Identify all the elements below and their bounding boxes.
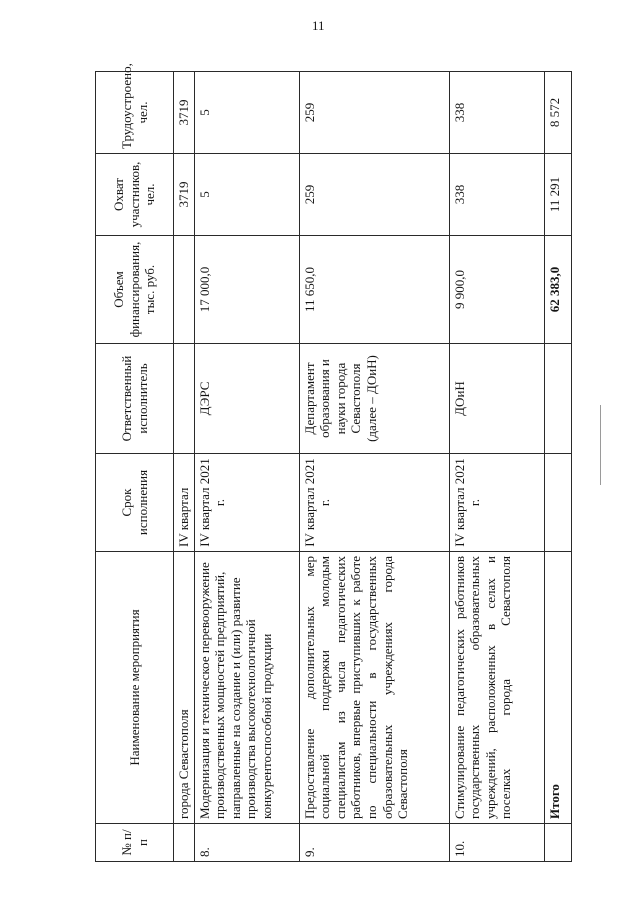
header-num: № п/п <box>96 824 174 862</box>
cell-responsible <box>174 344 195 454</box>
total-funding: 62 383,0 <box>544 236 571 344</box>
header-coverage: Охват участников, чел. <box>96 154 174 236</box>
cell-num <box>174 824 195 862</box>
continuation-row <box>174 72 195 862</box>
total-responsible-cell <box>544 344 571 454</box>
cell-num: 9. <box>299 824 449 862</box>
cell-funding: 9 900,0 <box>449 236 544 344</box>
cell-employed: 3719 <box>174 72 195 154</box>
total-employed: 8 572 <box>544 72 571 154</box>
cell-num: 10. <box>449 824 544 862</box>
scan-line-mark <box>600 405 601 485</box>
cell-employed: 259 <box>299 72 449 154</box>
rotated-table-container <box>95 63 570 862</box>
table-row <box>449 72 544 862</box>
cell-coverage: 259 <box>299 154 449 236</box>
cell-responsible: ДОиН <box>449 344 544 454</box>
total-label: Итого <box>544 552 571 824</box>
cell-employed: 5 <box>194 72 299 154</box>
cell-funding <box>174 236 195 344</box>
cell-name: Стимулирование педагогических работников государственных образовательных учреждений, расположенных в селах и поселках города Севастополя <box>449 552 544 824</box>
cell-funding: 11 650,0 <box>299 236 449 344</box>
cell-term: IV квартал 2021 г. <box>299 454 449 552</box>
cell-responsible: Департамент образования и науки города Севастополя (далее – ДОиН) <box>299 344 449 454</box>
table-row <box>299 72 449 862</box>
total-num-cell <box>544 824 571 862</box>
total-coverage: 11 291 <box>544 154 571 236</box>
header-row <box>96 72 174 862</box>
cell-responsible: ДЭРС <box>194 344 299 454</box>
cell-num: 8. <box>194 824 299 862</box>
cell-term: IV квартал <box>174 454 195 552</box>
header-funding: Объем финансирования, тыс. руб. <box>96 236 174 344</box>
header-employed: Трудоустроено, чел. <box>96 72 174 154</box>
total-row <box>544 72 571 862</box>
cell-name: Предоставление дополнительных мер социальной поддержки молодым специалистам из числа педагогических работников, впервые приступивших к работе по специальности в государственных образовательных учреждениях города Севастополя <box>299 552 449 824</box>
cell-term: IV квартал 2021 г. <box>449 454 544 552</box>
cell-name: города Севастополя <box>174 552 195 824</box>
header-name: Наименование мероприятия <box>96 552 174 824</box>
total-term-cell <box>544 454 571 552</box>
cell-coverage: 5 <box>194 154 299 236</box>
cell-employed: 338 <box>449 72 544 154</box>
cell-name: Модернизация и техническое перевооружение производственных мощностей предприятий, направленные на создание и (или) развитие производства высокотехнологичной конкурентоспособной продукции <box>194 552 299 824</box>
header-responsible: Ответственный исполнитель <box>96 344 174 454</box>
cell-coverage: 338 <box>449 154 544 236</box>
cell-coverage: 3719 <box>174 154 195 236</box>
page-number: 11 <box>312 18 325 33</box>
events-table <box>95 63 572 862</box>
cell-funding: 17 000,0 <box>194 236 299 344</box>
cell-term: IV квартал 2021 г. <box>194 454 299 552</box>
header-term: Срок исполнения <box>96 454 174 552</box>
table-row <box>194 72 299 862</box>
